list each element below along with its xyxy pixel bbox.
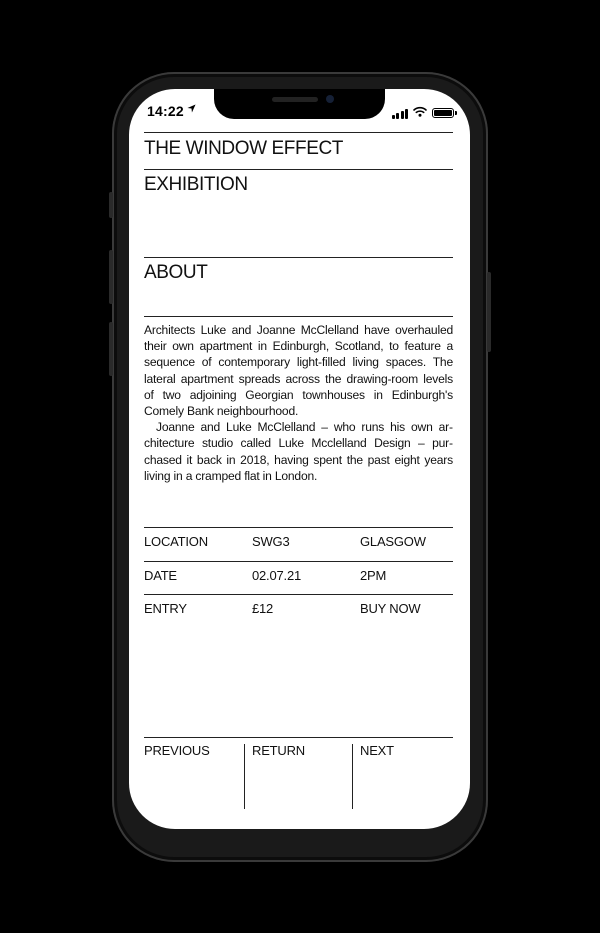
- detail-extra: GLASGOW: [360, 534, 426, 549]
- divider: [144, 169, 453, 170]
- divider: [144, 316, 453, 317]
- volume-down-button: [109, 322, 113, 376]
- cellular-signal-icon: [392, 108, 409, 119]
- about-heading: ABOUT: [144, 262, 208, 283]
- page-subtitle: EXHIBITION: [144, 174, 248, 195]
- previous-button[interactable]: PREVIOUS: [144, 743, 210, 758]
- divider: [352, 744, 353, 809]
- buy-now-link[interactable]: BUY NOW: [360, 601, 421, 616]
- about-paragraph: Architects Luke and Joanne McClelland have overhauled their own apartment in Edinburgh, Scotland, to feature a sequence of contemporary light-filled living spaces. The lateral apartment spreads across the drawing-room levels of two adjoining Georgian townhouses in Edinburgh's Comely Bank neighbourhood.: [144, 323, 453, 419]
- location-arrow-icon: [187, 104, 196, 116]
- bottom-nav: [144, 737, 453, 809]
- detail-label: LOCATION: [144, 534, 208, 549]
- detail-extra: 2PM: [360, 568, 387, 583]
- detail-value: SWG3: [252, 534, 290, 549]
- status-time: 14:22: [147, 103, 184, 119]
- about-paragraph: Joanne and Luke McClelland – who runs his own architecture studio called Luke Mcclelland Design – purchased it back in 2018, having spent the past eight years living in a cramped flat in London.: [144, 420, 453, 483]
- divider: [244, 744, 245, 809]
- status-bar: [129, 89, 470, 133]
- page-title: THE WINDOW EFFECT: [144, 138, 344, 159]
- divider: [144, 257, 453, 258]
- next-button[interactable]: NEXT: [360, 743, 394, 758]
- return-button[interactable]: RETURN: [252, 743, 305, 758]
- phone-screen: [129, 89, 470, 829]
- divider: [144, 527, 453, 528]
- divider: [144, 594, 453, 595]
- divider: [144, 561, 453, 562]
- battery-icon: [432, 108, 454, 118]
- about-text: [144, 322, 453, 484]
- power-button: [487, 272, 491, 352]
- volume-up-button: [109, 250, 113, 304]
- detail-value: 02.07.21: [252, 568, 302, 583]
- mute-switch: [109, 192, 113, 218]
- detail-value: £12: [252, 601, 274, 616]
- detail-label: ENTRY: [144, 601, 187, 616]
- wifi-icon: [413, 104, 427, 122]
- detail-label: DATE: [144, 568, 177, 583]
